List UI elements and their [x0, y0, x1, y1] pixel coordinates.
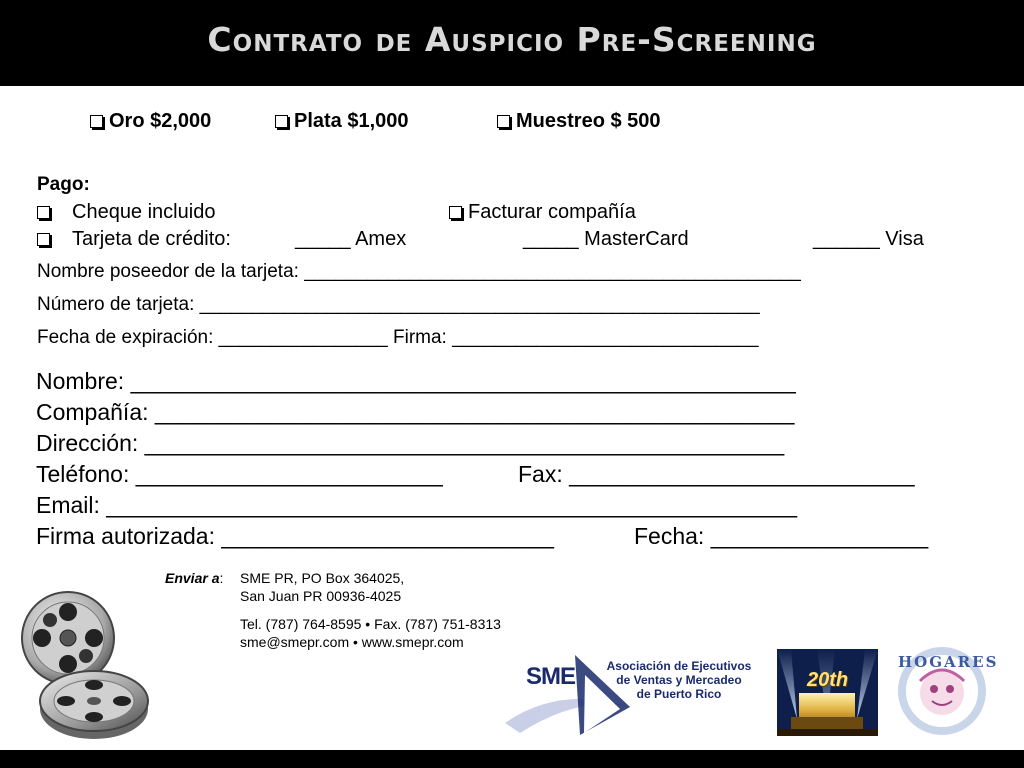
payment-heading: Pago:: [37, 174, 90, 195]
twentieth-century-fox-logo: [777, 649, 878, 736]
send-address-line2: San Juan PR 00936-4025: [240, 588, 402, 604]
package-plata-label: Plata $1,000: [294, 110, 409, 132]
send-to-label: [165, 569, 223, 587]
sme-name-line3: de Puerto Rico: [636, 687, 722, 701]
sme-name-line2: de Ventas y Mercadeo: [616, 673, 742, 687]
checkbox-icon[interactable]: [449, 206, 462, 219]
hogares-logo: [890, 645, 999, 737]
sme-mark-text: SME: [526, 663, 576, 690]
address-field[interactable]: Dirección: __________________________________________________: [36, 430, 785, 456]
email-field[interactable]: Email: ______________________________________________________: [36, 492, 798, 518]
phone-field[interactable]: Teléfono: ________________________: [36, 461, 443, 487]
checkbox-icon[interactable]: [275, 115, 288, 128]
package-oro-label: Oro $2,000: [109, 110, 212, 132]
send-to-label-text: Enviar a: [165, 570, 220, 586]
package-muestreo-option[interactable]: [497, 110, 661, 133]
checkbox-icon[interactable]: [37, 233, 50, 246]
sme-association-name: [604, 659, 754, 701]
hogares-mark-text: HOGARES: [898, 653, 999, 671]
footer-bar: [0, 750, 1024, 768]
checkbox-icon[interactable]: [497, 115, 510, 128]
amex-field[interactable]: _____ Amex: [295, 228, 407, 250]
check-included-option[interactable]: [37, 201, 215, 224]
package-plata-option[interactable]: [275, 110, 409, 133]
invoice-company-label: Facturar compañía: [468, 201, 636, 223]
visa-field[interactable]: ______ Visa: [813, 228, 924, 250]
film-reel-can-icon: [38, 665, 150, 741]
name-field[interactable]: Nombre: ____________________________________________________: [36, 368, 796, 394]
cardholder-name-field[interactable]: Nombre poseedor de la tarjeta: _______________________________________________: [37, 261, 801, 282]
fox-searchlights-icon: [777, 649, 878, 736]
package-oro-option[interactable]: [90, 110, 211, 133]
authorized-signature-field[interactable]: Firma autorizada: __________________________: [36, 523, 554, 549]
send-web: sme@smepr.com • www.smepr.com: [240, 634, 464, 650]
credit-card-label: Tarjeta de crédito:: [72, 228, 231, 250]
expiration-signature-field[interactable]: Fecha de expiración: ________________ Firma: _____________________________: [37, 327, 759, 348]
package-muestreo-label: Muestreo $ 500: [516, 110, 661, 132]
checkbox-icon[interactable]: [37, 206, 50, 219]
invoice-company-option[interactable]: [449, 201, 636, 224]
header-bar: [0, 0, 1024, 86]
mastercard-field[interactable]: _____ MasterCard: [523, 228, 689, 250]
page-title: Contrato de Auspicio Pre-Screening: [207, 20, 817, 59]
sme-name-line1: Asociación de Ejecutivos: [606, 659, 752, 673]
fox-mark-text: 20th: [807, 669, 849, 691]
date-field[interactable]: Fecha: _________________: [634, 523, 929, 549]
check-included-label: Cheque incluido: [72, 201, 216, 223]
send-phones: Tel. (787) 764-8595 • Fax. (787) 751-8313: [240, 616, 501, 632]
checkbox-icon[interactable]: [90, 115, 103, 128]
credit-card-option[interactable]: [37, 228, 231, 251]
sme-logo: [500, 645, 760, 737]
fax-field[interactable]: Fax: ___________________________: [518, 461, 915, 487]
send-to-colon: :: [219, 570, 224, 586]
card-number-field[interactable]: Número de tarjeta: _____________________________________________________: [37, 294, 760, 315]
send-address-line1: SME PR, PO Box 364025,: [240, 570, 405, 586]
company-field[interactable]: Compañía: __________________________________________________: [36, 399, 795, 425]
